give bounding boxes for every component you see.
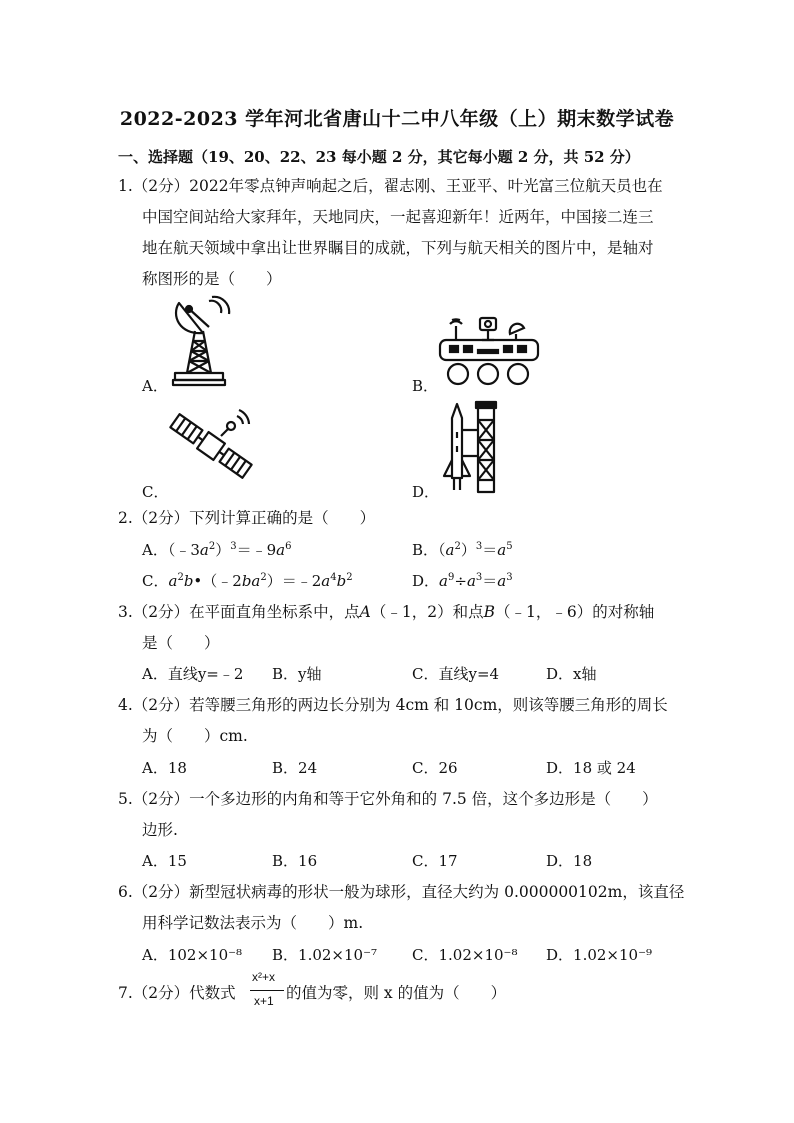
- q6-option-a: A．102×10⁻⁸: [142, 946, 243, 964]
- q3-line1-part3: （﹣1，﹣6）的对称轴: [494, 603, 655, 621]
- q5-option-c: C．17: [412, 852, 458, 870]
- q2-option-a-label: A．: [142, 541, 168, 559]
- satellite-dish-tower-icon: [165, 295, 235, 387]
- q2-stem: 2.（2分）下列计算正确的是（ ）: [118, 509, 376, 527]
- q1-line4: 称图形的是（ ）: [142, 270, 282, 288]
- q1-line2: 中国空间站给大家拜年，天地同庆，一起喜迎新年！近两年，中国接二连三: [142, 208, 654, 226]
- q7-fraction-denominator: x+1: [254, 994, 274, 1008]
- q4-line2: 为（ ）cm.: [142, 727, 248, 745]
- q7-fraction-numerator: x²+x: [252, 970, 276, 984]
- satellite-icon: [165, 400, 257, 492]
- q6-line2: 用科学记数法表示为（ ）m.: [142, 914, 364, 932]
- q1-option-d-label: D．: [412, 483, 440, 501]
- q5-line2: 边形.: [142, 821, 178, 839]
- q2-option-b-label: B．: [412, 541, 439, 559]
- section-heading: 一、选择题（19、20、22、23 每小题 2 分，其它每小题 2 分，共 52 分）: [118, 148, 640, 166]
- q5-line1: 5.（2分）一个多边形的内角和等于它外角和的 7.5 倍，这个多边形是（ ）: [118, 790, 658, 808]
- q2-option-d: D．$a^9\div a^3=a^3$: [412, 572, 513, 590]
- q3-point-a: A: [359, 603, 371, 621]
- q4-option-c: C．26: [412, 759, 458, 777]
- q3-option-d: D．x轴: [546, 665, 597, 683]
- q7-post: 的值为零，则 x 的值为（ ）: [286, 984, 507, 1002]
- q6-option-b: B．1.02×10⁻⁷: [272, 946, 378, 964]
- q7-fraction-bar: [250, 990, 284, 991]
- q4-option-a: A．18: [142, 759, 187, 777]
- q3-line1-part1: 3.（2分）在平面直角坐标系中，点: [118, 603, 360, 621]
- lunar-rover-icon: [438, 310, 540, 388]
- q2-option-b: B．$(a^2)^3=a^5$: [412, 541, 513, 559]
- page-title: 2022-2023 学年河北省唐山十二中八年级（上）期末数学试卷: [119, 108, 675, 130]
- rocket-launch-tower-icon: [440, 400, 502, 494]
- q1-line3: 地在航天领域中拿出让世界瞩目的成就，下列与航天相关的图片中，是轴对: [142, 239, 654, 257]
- q3-option-a: A．直线y=﹣2: [142, 665, 244, 683]
- q2-option-c: C．$a^2b•(﹣2ba^2)=﹣2a^4b^2$: [142, 572, 353, 590]
- q5-option-a: A．15: [142, 852, 187, 870]
- q5-option-d: D．18: [546, 852, 593, 870]
- q6-option-c: C．1.02×10⁻⁸: [412, 946, 518, 964]
- q4-line1: 4.（2分）若等腰三角形的两边长分别为 4cm 和 10cm，则该等腰三角形的周长: [118, 696, 668, 714]
- q6-option-d: D．1.02×10⁻⁹: [546, 946, 653, 964]
- q2-option-d-label: D．: [412, 572, 440, 590]
- q4-option-d: D．18 或 24: [546, 759, 636, 777]
- q5-option-b: B．16: [272, 852, 318, 870]
- q4-option-b: B．24: [272, 759, 318, 777]
- q3-line1-part2: （﹣1，2）和点: [370, 603, 484, 621]
- q1-line1: 1.（2分）2022年零点钟声响起之后，翟志刚、王亚平、叶光富三位航天员也在: [118, 177, 663, 195]
- q7-pre: 7.（2分）代数式: [118, 984, 236, 1002]
- q2-option-c-label: C．: [142, 572, 169, 590]
- q3-option-b: B．y轴: [272, 665, 322, 683]
- q6-line1: 6.（2分）新型冠状病毒的形状一般为球形，直径大约为 0.000000102m，该直径: [118, 883, 685, 901]
- q3-line2: 是（ ）: [142, 634, 220, 652]
- q2-option-a: A．$(﹣3a^2)^3=﹣9a^6$: [142, 541, 292, 559]
- q1-option-a-label: A．: [142, 377, 168, 395]
- q3-line1: [118, 602, 654, 622]
- q3-point-b: B: [483, 603, 495, 621]
- q1-option-c-label: C．: [142, 483, 169, 501]
- q1-option-b-label: B．: [412, 377, 439, 395]
- q3-option-c: C．直线y=4: [412, 665, 500, 683]
